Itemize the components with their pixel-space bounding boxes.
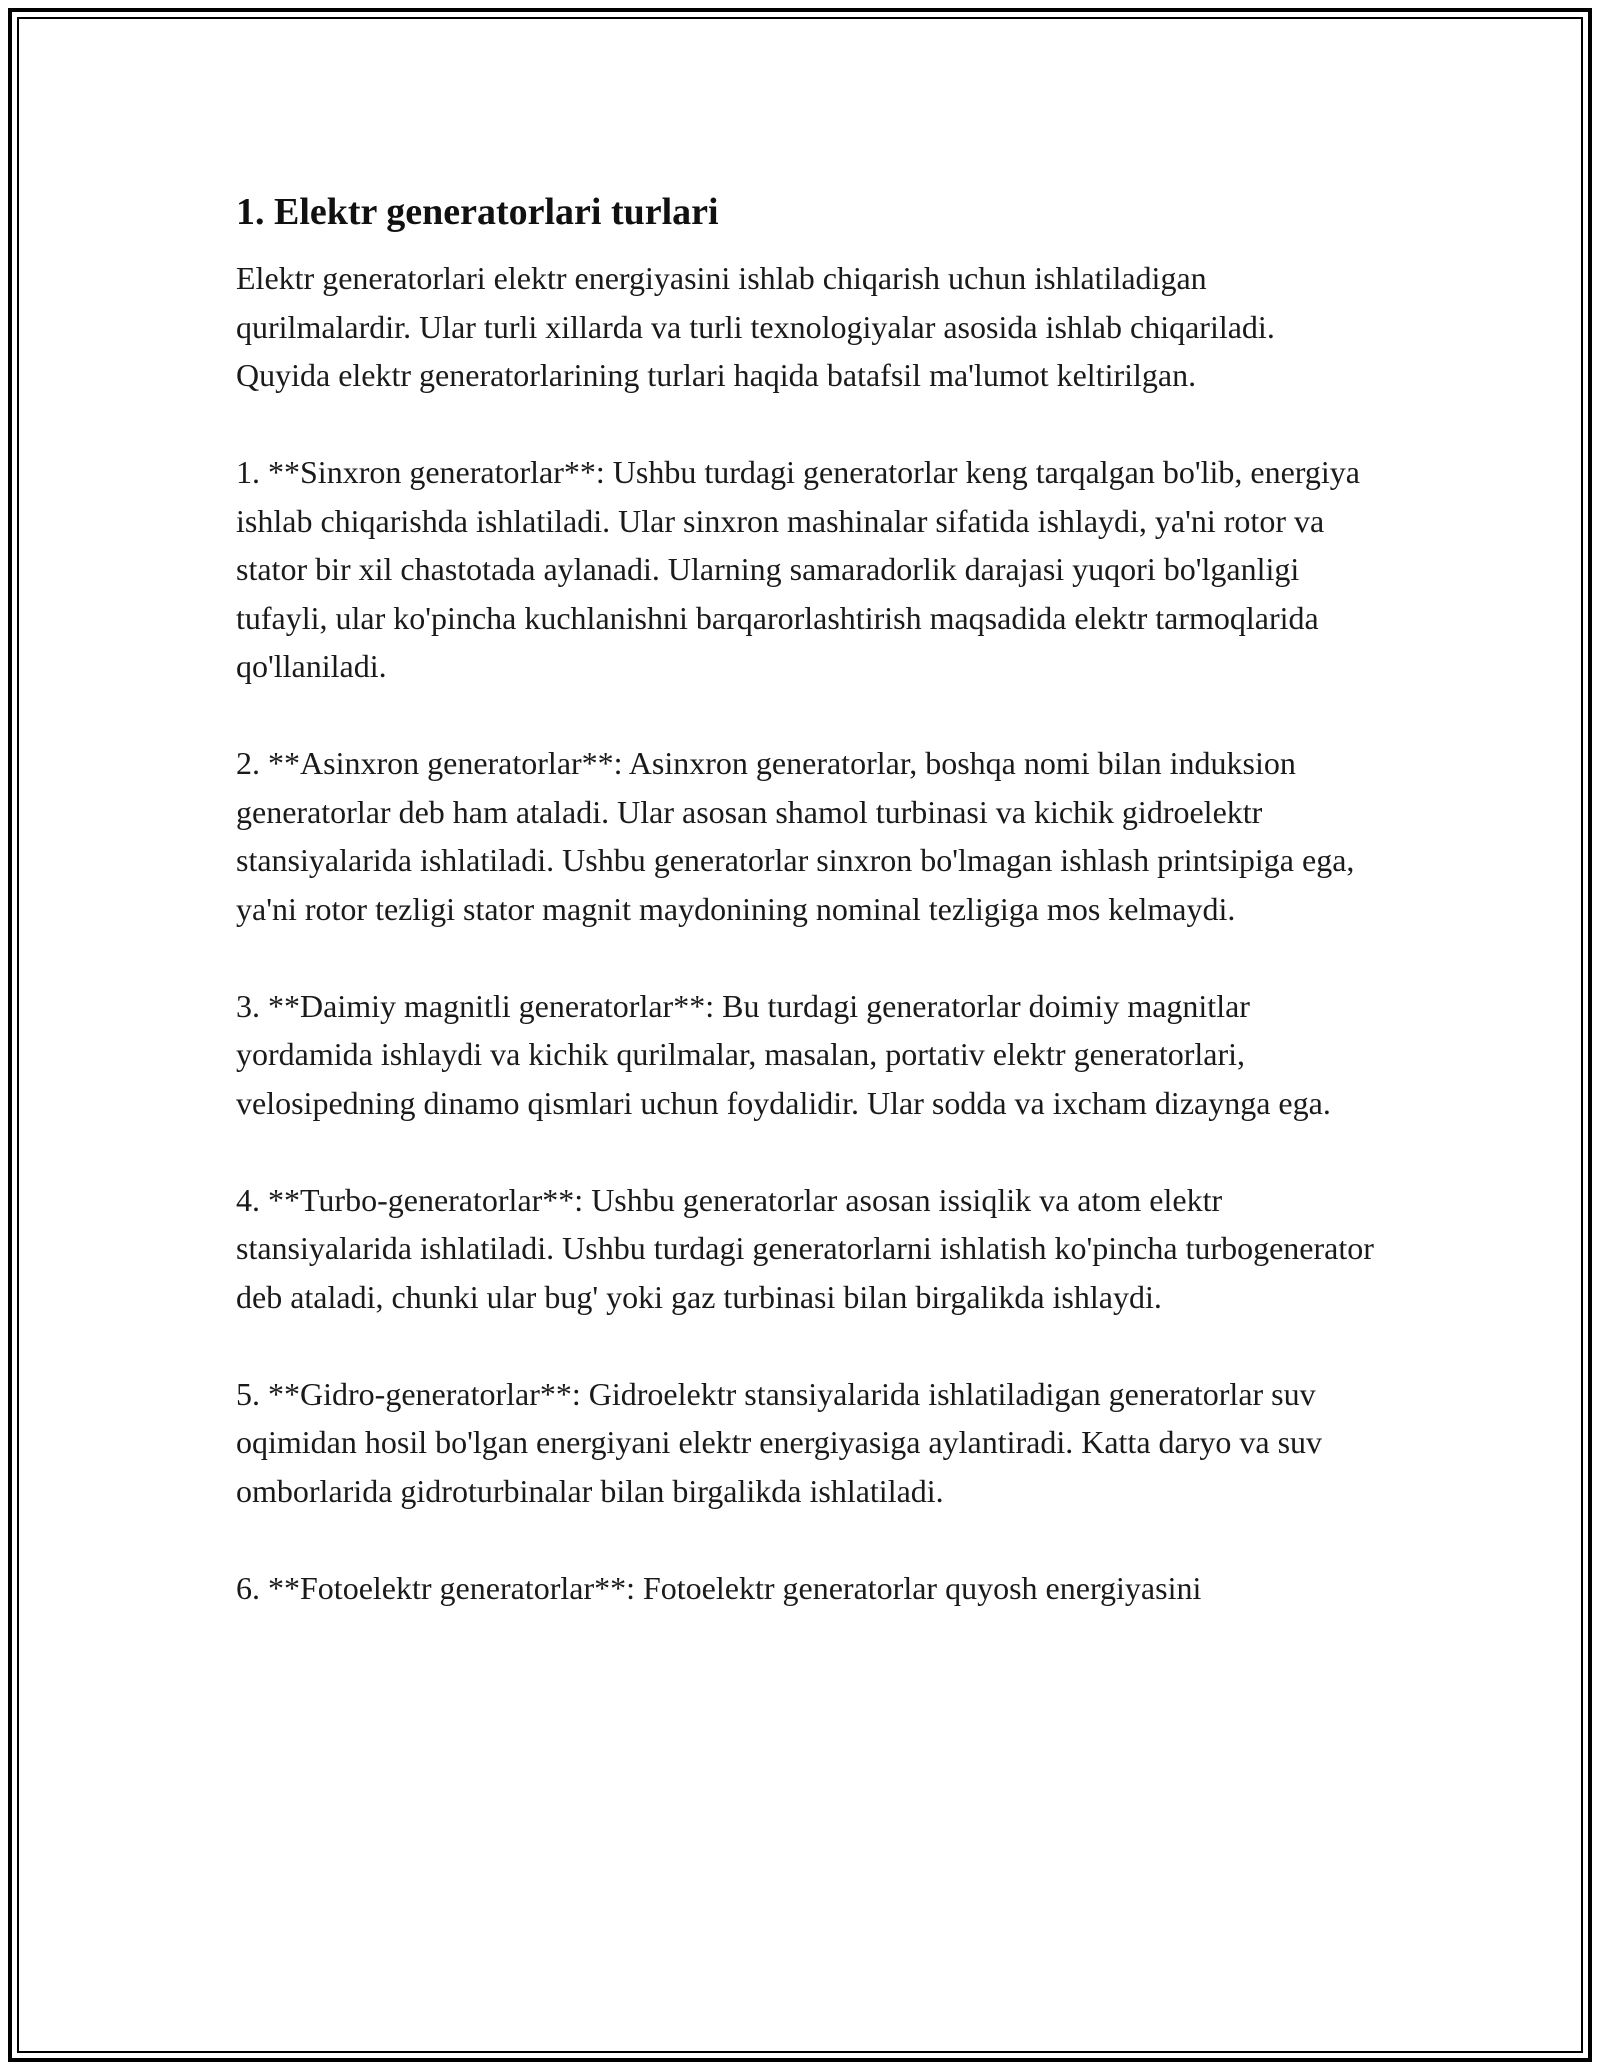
list-item-fotoelektr: 6. **Fotoelektr generatorlar**: Fotoelektr generatorlar quyosh energiyasini (236, 1569, 1202, 1606)
list-item-daimiy-magnitli: 3. **Daimiy magnitli generatorlar**: Bu turdagi generatorlar doimiy magnitlar yordamida ishlaydi va kichik qurilmalar, masalan, portativ elektr generatorlari, velosipedning dinamo qismlari uchun foydalidir. Ular sodda va ixcham dizaynga ega. (236, 987, 1331, 1121)
intro-paragraph: Elektr generatorlari elektr energiyasini ishlab chiqarish uchun ishlatiladigan qurilmalardir. Ular turli xillarda va turli texnologiyalar asosida ishlab chiqariladi. Quyida elektr generatorlarining turlari haqida batafsil ma'lumot keltirilgan. (236, 260, 1275, 393)
list-item-gidro: 5. **Gidro-generatorlar**: Gidroelektr stansiyalarida ishlatiladigan generatorlar suv oqimidan hosil bo'lgan energiyani elektr energiyasiga aylantiradi. Katta daryo va suv omborlarida gidroturbinalar bilan birgalikda ishlatiladi. (236, 1375, 1323, 1509)
list-item-turbo: 4. **Turbo-generatorlar**: Ushbu generatorlar asosan issiqlik va atom elektr stansiyalarida ishlatiladi. Ushbu turdagi generatorlarni ishlatish ko'pincha turbogenerator deb ataladi, chunki ular bug' yoki gaz turbinasi bilan birgalikda ishlaydi. (236, 1181, 1374, 1315)
list-item-asinxron: 2. **Asinxron generatorlar**: Asinxron generatorlar, boshqa nomi bilan induksion generatorlar deb ham ataladi. Ular asosan shamol turbinasi va kichik gidroelektr stansiyalarida ishlatiladi. Ushbu generatorlar sinxron bo'lmagan ishlash printsipiga ega, ya'ni rotor tezligi stator magnit maydonining nominal tezligiga mos kelmaydi. (236, 745, 1355, 927)
page-title: 1. Elektr generatorlari turlari (236, 191, 719, 233)
document-body (236, 186, 1376, 1661)
list-item-sinxron: 1. **Sinxron generatorlar**: Ushbu turdagi generatorlar keng tarqalgan bo'lib, energiya ishlab chiqarishda ishlatiladi. Ular sinxron mashinalar sifatida ishlaydi, ya'ni rotor va stator bir xil chastotada aylanadi. Ularning samaradorlik darajasi yuqori bo'lganligi tufayli, ular ko'pincha kuchlanishni barqarorlashtirish maqsadida elektr tarmoqlarida qo'llaniladi. (236, 454, 1360, 684)
